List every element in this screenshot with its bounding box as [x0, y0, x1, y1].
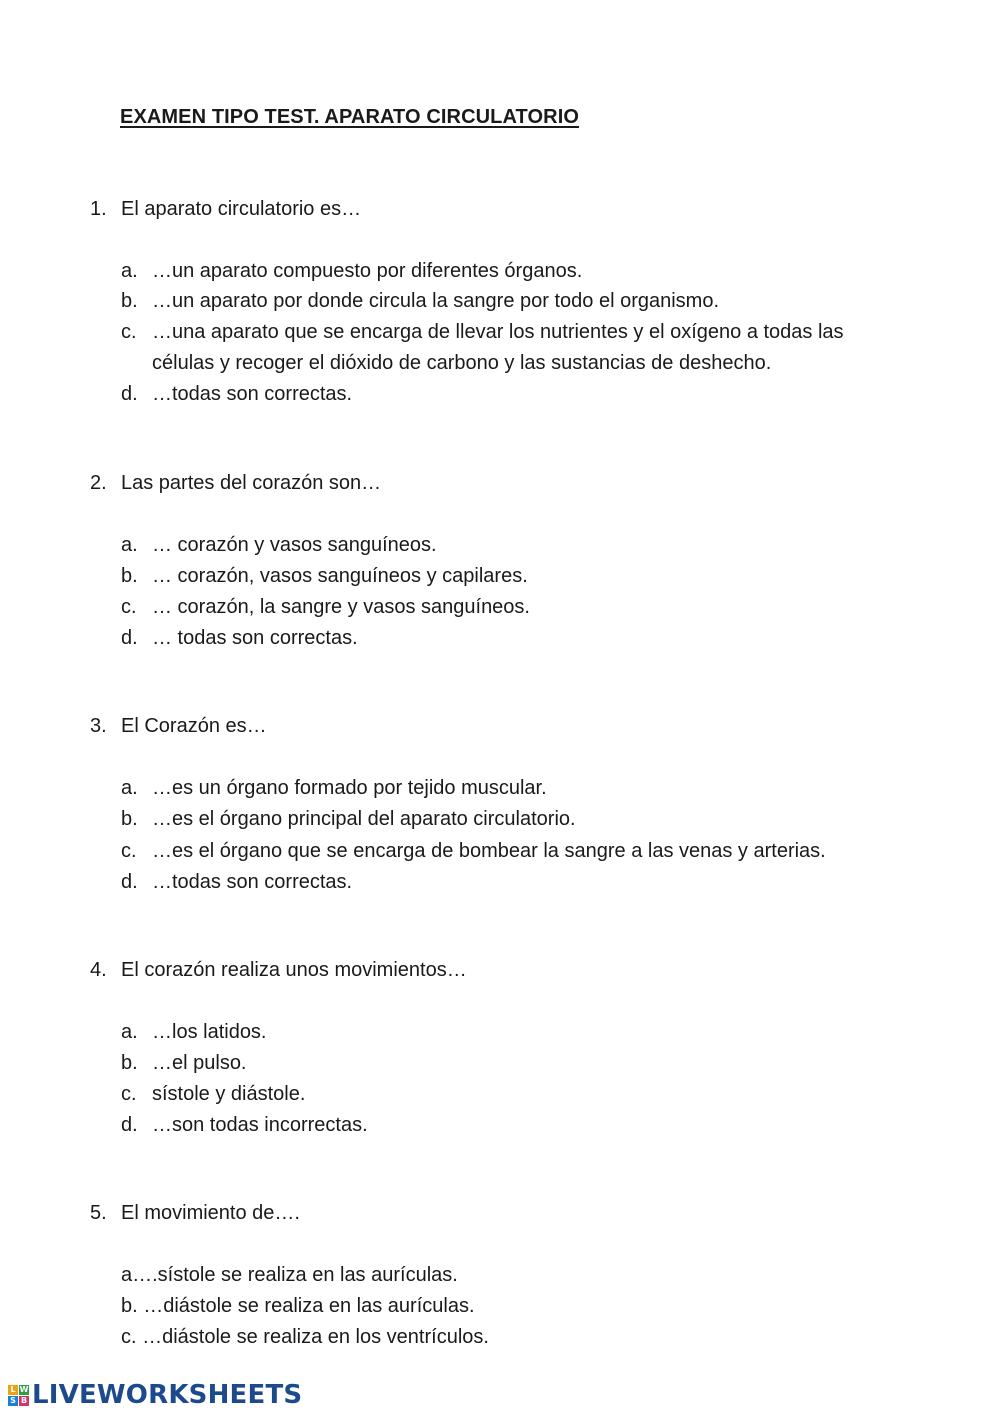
- option-text: …un aparato compuesto por diferentes órganos.: [152, 260, 583, 282]
- question-text: Las partes del corazón son…: [121, 472, 382, 494]
- option-text: …es el órgano que se encarga de bombear la sangre a las venas y arterias.: [152, 840, 826, 862]
- option-2d[interactable]: [121, 627, 358, 650]
- option-letter: a.: [121, 534, 138, 556]
- option-text: …un aparato por donde circula la sangre por todo el organismo.: [152, 290, 720, 312]
- question-text: El corazón realiza unos movimientos…: [121, 959, 467, 981]
- option-letter: d.: [121, 871, 138, 893]
- option-5b[interactable]: [121, 1295, 475, 1318]
- option-letter: d.: [121, 383, 138, 405]
- logo-mark-tile: W: [19, 1384, 29, 1394]
- option-text: … corazón y vasos sanguíneos.: [152, 534, 437, 556]
- option-letter: a.: [121, 1021, 138, 1043]
- option-text: …son todas incorrectas.: [152, 1114, 368, 1136]
- option-2c[interactable]: [121, 596, 530, 619]
- logo-mark-icon: [8, 1385, 29, 1406]
- option-1b[interactable]: [121, 290, 719, 313]
- option-1a[interactable]: [121, 260, 582, 283]
- question-2: [90, 472, 381, 495]
- option-text: …todas son correctas.: [152, 871, 353, 893]
- question-text: El aparato circulatorio es…: [121, 198, 362, 220]
- question-number: 1.: [90, 198, 107, 220]
- option-3a[interactable]: [121, 777, 547, 800]
- option-text: …el pulso.: [152, 1052, 247, 1074]
- option-5a[interactable]: [121, 1264, 458, 1287]
- option-text: … todas son correctas.: [152, 627, 358, 649]
- question-text: El movimiento de….: [121, 1202, 300, 1224]
- question-4: [90, 959, 467, 982]
- question-number: 4.: [90, 959, 107, 981]
- option-5c[interactable]: [121, 1326, 489, 1349]
- logo-mark-tile: L: [8, 1385, 18, 1395]
- question-1: [90, 198, 361, 221]
- exam-title: EXAMEN TIPO TEST. APARATO CIRCULATORIO: [120, 106, 580, 128]
- option-3c[interactable]: [121, 840, 826, 863]
- option-4d[interactable]: [121, 1114, 368, 1137]
- option-2b[interactable]: [121, 565, 528, 588]
- question-5: [90, 1202, 300, 1225]
- option-text: c. …diástole se realiza en los ventrículos.: [121, 1326, 489, 1348]
- option-text: …es un órgano formado por tejido muscular.: [152, 777, 547, 799]
- option-letter: a.: [121, 777, 138, 799]
- question-number: 2.: [90, 472, 107, 494]
- question-3: [90, 715, 267, 738]
- option-text: …los latidos.: [152, 1021, 267, 1043]
- option-text: …todas son correctas.: [152, 383, 353, 405]
- option-4b[interactable]: [121, 1052, 247, 1075]
- option-letter: c.: [121, 1083, 137, 1105]
- option-1d[interactable]: [121, 383, 352, 406]
- option-1c-continuation: células y recoger el dióxido de carbono y las sustancias de deshecho.: [152, 352, 772, 374]
- option-text: … corazón, la sangre y vasos sanguíneos.: [152, 596, 530, 618]
- option-text: …es el órgano principal del aparato circulatorio.: [152, 808, 576, 830]
- option-text: sístole y diástole.: [152, 1083, 306, 1105]
- option-1c[interactable]: [121, 321, 844, 344]
- option-letter: c.: [121, 596, 137, 618]
- option-letter: b.: [121, 808, 138, 830]
- liveworksheets-logo: [8, 1381, 302, 1409]
- option-4c[interactable]: [121, 1083, 305, 1106]
- option-text: b. …diástole se realiza en las aurículas.: [121, 1295, 475, 1317]
- option-letter: a.: [121, 260, 138, 282]
- option-letter: b.: [121, 290, 138, 312]
- option-letter: d.: [121, 627, 138, 649]
- option-3b[interactable]: [121, 808, 576, 831]
- logo-mark-tile: B: [20, 1395, 28, 1405]
- option-letter: c.: [121, 321, 137, 343]
- option-letter: b.: [121, 1052, 138, 1074]
- logo-mark-tile: S: [8, 1396, 18, 1406]
- option-2a[interactable]: [121, 534, 437, 557]
- option-text: … corazón, vasos sanguíneos y capilares.: [152, 565, 528, 587]
- option-3d[interactable]: [121, 871, 352, 894]
- question-text: El Corazón es…: [121, 715, 267, 737]
- question-number: 3.: [90, 715, 107, 737]
- option-4a[interactable]: [121, 1021, 267, 1044]
- option-letter: d.: [121, 1114, 138, 1136]
- question-number: 5.: [90, 1202, 107, 1224]
- option-text: …una aparato que se encarga de llevar los nutrientes y el oxígeno a todas las: [152, 321, 844, 343]
- option-text: a….sístole se realiza en las aurículas.: [121, 1264, 458, 1286]
- logo-text: LIVEWORKSHEETS: [32, 1380, 303, 1410]
- option-letter: c.: [121, 840, 137, 862]
- option-letter: b.: [121, 565, 138, 587]
